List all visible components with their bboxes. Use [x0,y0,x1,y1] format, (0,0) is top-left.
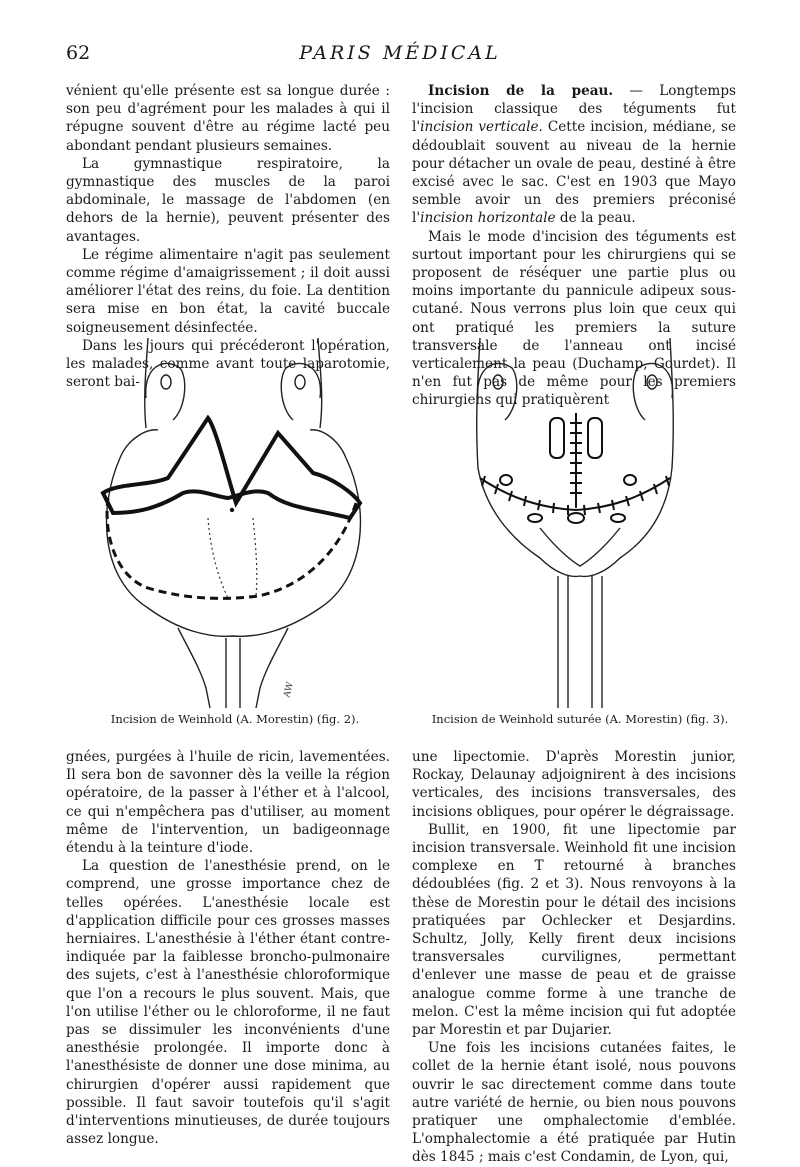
paragraph: La question de l'anesthésie prend, on le comprend, une grosse importance chez de telles opérées. L'anesthésie locale est d'application difficile pour ces grosses masses herniaires. L'anesthésie à l'éther étant contre-indiquée par la faiblesse broncho-pulmonaire des sujets, c'est à l'anesthésie chloroformique que l'on a recours le plus souvent. Mais, que l'on utilise l'éther ou le chloroforme, il ne faut pas se dissimuler les inconvénients d'une anesthésie prolongée. Il importe donc à l'anesthésiste de donner une dose minima, au chirurgien d'opérer aussi rapidement que possible. Il faut savoir toutefois qu'il s'agit d'interventions minutieuses, de durée toujours assez longue. [66,858,390,1148]
text-run: de la peau. [555,210,636,227]
svg-text:AW: AW [282,681,296,699]
section-heading: Incision de la peau. [428,83,614,99]
paragraph: Mais le mode d'incision des téguments est surtout important pour les chirurgiens qui se proposent de réséquer une partie plus ou moins importante du pannicule adipeux sous-cutané. Nous verrons plus loin que ceux qui ont pratiqué les premiers la suture transversale de l'anneau ont incisé verticalement la peau (Duchamp, Gourdet). Il n'en fut pas de même pour les premiers chirurgiens qui pratiquèrent [412,228,736,409]
column-bottom-left [66,748,390,1148]
paragraph: véniеnt qu'elle présente est sa longue durée : son peu d'agrément pour les malades à qui il répugne souvent d'être au régime lacté peu abondant pendant plusieurs semaines. [66,83,390,154]
emphasis: incision verticale. [420,119,543,136]
paragraph: Une fois les incisions cutanées faites, le collet de la hernie étant isolé, nous pouvons ouvrir le sac directement comme dans toute autre variété de hernie, ou bien nous pouvons pratiquer une omphalectomie d'emblée. L'omphalectomie a été pratiquée par Hutin dès 1845 ; mais c'est Condamin, de Lyon, qui, [412,1040,736,1166]
paragraph [412,82,736,228]
text-run: — Longtemps l'incision classique des téguments fut l' [412,83,736,136]
journal-title: PARIS MÉDICAL [299,42,501,64]
figure-3-caption: Incision de Weinhold suturée (A. Morestin) (fig. 3). [431,712,729,726]
paragraph: Dans les jours qui précéderont l'opération, les malades, comme avant toute laparotomie, seront bai- [66,337,390,391]
figure-2-caption: Incision de Weinhold (A. Morestin) (fig. 2). [110,712,360,726]
paragraph: Le régime alimentaire n'agit pas seulement comme régime d'amaigrissement ; il doit aussi améliorer l'état des reins, du foie. La dentition sera mise en bon état, la cavité buccale soigneusement désinfectée. [66,246,390,336]
paragraph: gnées, purgées à l'huile de ricin, lavementées. Il sera bon de savonner dès la veille la région opératoire, de la passer à l'éther et à l'alcool, ce qui n'empêchera pas d'utiliser, au moment même de l'intervention, un badigeonnage étendu à la teinture d'iode. [66,749,390,857]
figure-3-illustration [440,338,710,708]
paragraph: La gymnastique respiratoire, la gymnastique des muscles de la paroi abdominale, le massage de l'abdomen (en dehors de la hernie), peuvent présenter des avantages. [66,155,390,245]
figure-2-illustration [88,338,378,708]
paragraph: une lipectomie. D'après Morestin junior, Rockay, Delaunay adjoignirent à des incisions verticales, des incisions transversales, des incisions obliques, pour opérer le dégraissage. [412,749,736,820]
column-bottom-right [412,748,736,1167]
page-header [0,42,800,72]
text-run: Cette incision, médiane, se dédoublait souvent au niveau de la hernie pour détacher un ovale de peau, destiné à être excisé avec le sac. C'est en 1903 que Mayo semble avoir un des premiers préconisé l' [412,119,736,227]
emphasis: incision horizontale [420,210,556,227]
paragraph: Bullit, en 1900, fit une lipectomie par incision transversale. Weinhold fit une incision complexe en T retourné à branches dédoublées (fig. 2 et 3). Nous renvoyons à la thèse de Morestin pour le détail des incisions pratiquées par Ochlecker et Desjardins. Schultz, Jolly, Kelly firent deux incisions transversales curvilignes, permettant d'enlever une masse de peau et de graisse analogue comme forme à une tranche de melon. C'est la même incision qui fut adoptée par Morestin et par Dujarier. [412,821,736,1039]
page-number: 62 [66,42,91,64]
